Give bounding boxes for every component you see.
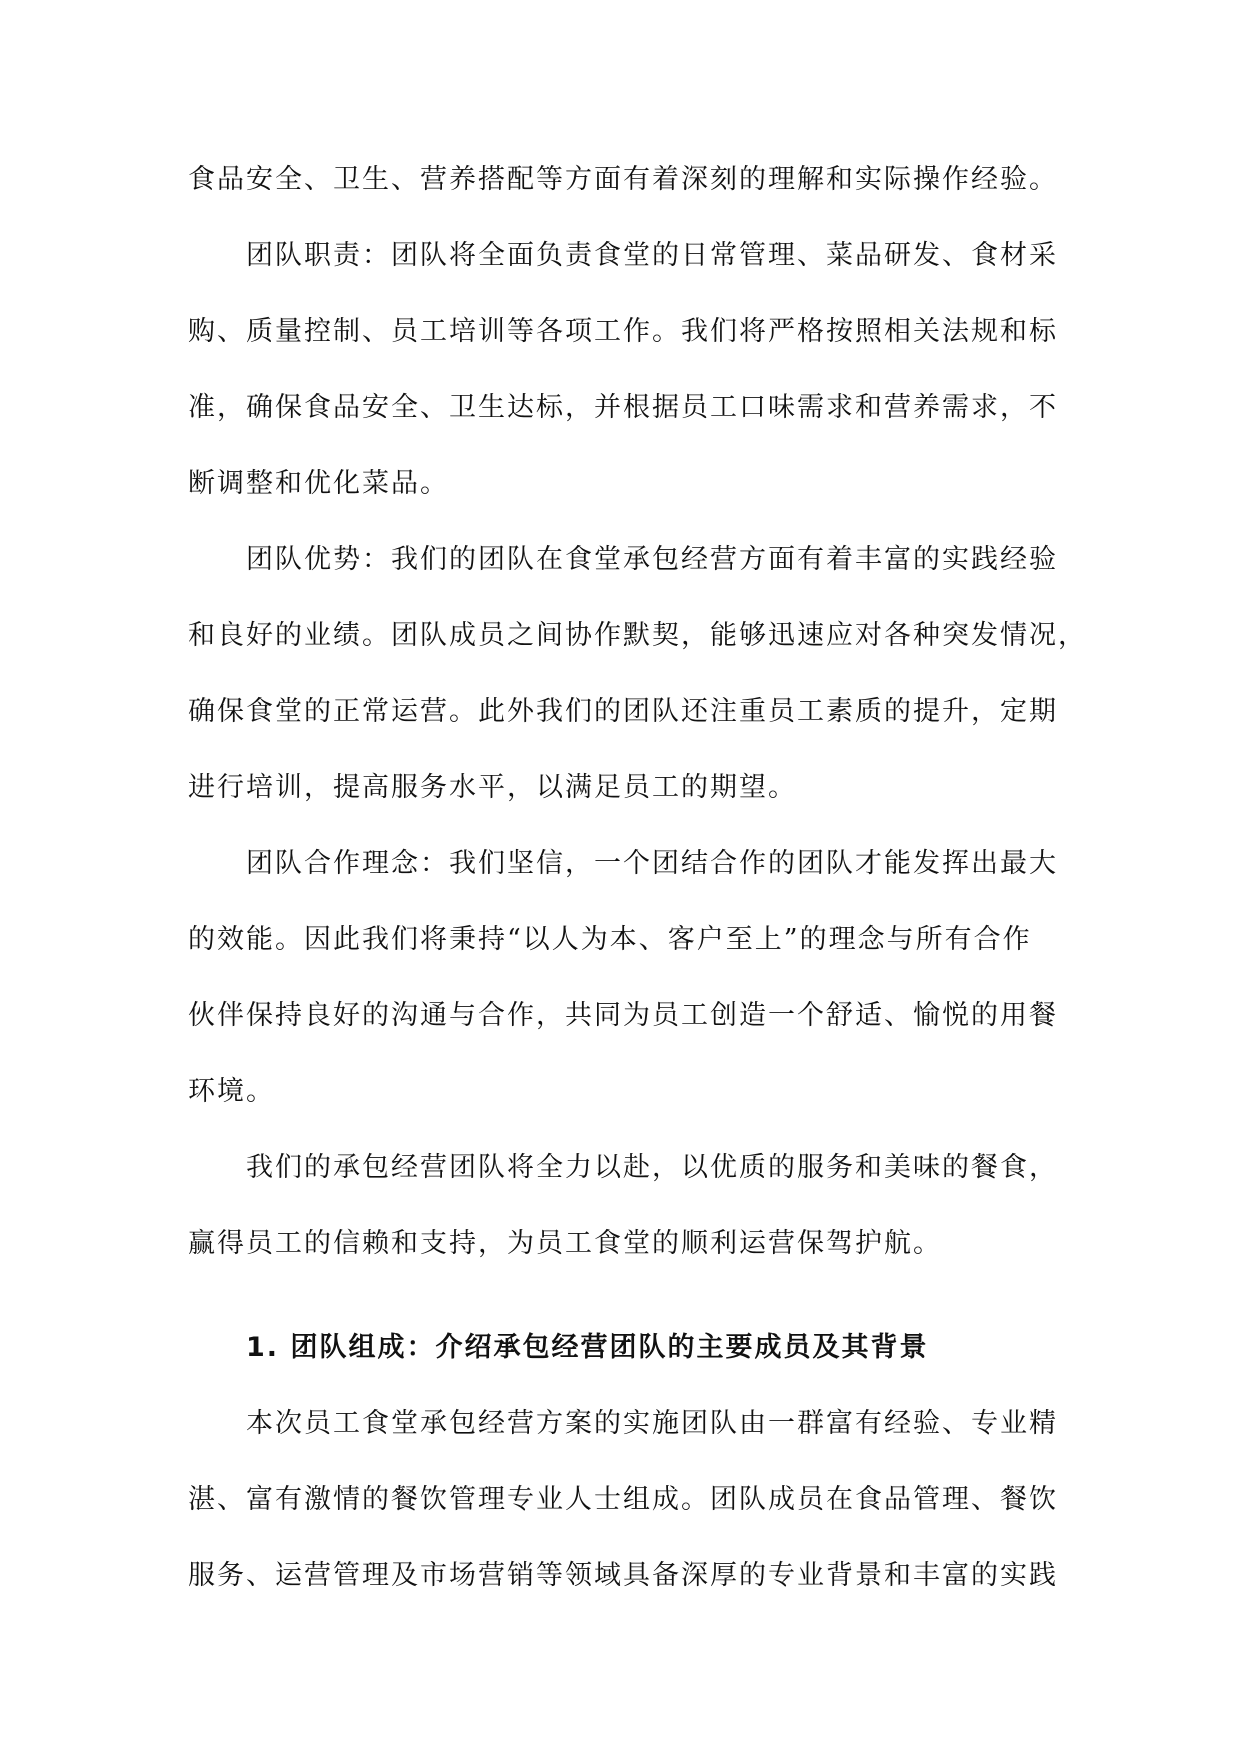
section-paragraph-line-3: 服务、运营管理及市场营销等领域具备深厚的专业背景和丰富的实践 xyxy=(188,1560,1058,1591)
section-paragraph-line-2: 湛、富有激情的餐饮管理专业人士组成。团队成员在食品管理、餐饮 xyxy=(188,1484,1058,1515)
paragraph-team-advantages-line-4: 进行培训，提高服务水平，以满足员工的期望。 xyxy=(188,772,797,803)
paragraph-team-advantages-line-3: 确保食堂的正常运营。此外我们的团队还注重员工素质的提升，定期 xyxy=(188,696,1058,727)
paragraph-conclusion-line-2: 赢得员工的信赖和支持，为员工食堂的顺利运营保驾护航。 xyxy=(188,1228,942,1259)
paragraph-team-duties-line-1: 团队职责：团队将全面负责食堂的日常管理、菜品研发、食材采 xyxy=(246,240,1058,271)
paragraph-team-philosophy-line-3: 伙伴保持良好的沟通与合作，共同为员工创造一个舒适、愉悦的用餐 xyxy=(188,1000,1058,1031)
paragraph-conclusion-line-1: 我们的承包经营团队将全力以赴，以优质的服务和美味的餐食， xyxy=(246,1152,1058,1183)
document-body xyxy=(188,142,1087,1614)
paragraph-team-duties-line-2: 购、质量控制、员工培训等各项工作。我们将严格按照相关法规和标 xyxy=(188,316,1058,347)
paragraph-team-philosophy-line-2: 的效能。因此我们将秉持“以人为本、客户至上”的理念与所有合作 xyxy=(188,924,1032,955)
paragraph-continuation-line: 食品安全、卫生、营养搭配等方面有着深刻的理解和实际操作经验。 xyxy=(188,164,1058,195)
paragraph-team-philosophy-line-1: 团队合作理念：我们坚信，一个团结合作的团队才能发挥出最大 xyxy=(246,848,1058,879)
paragraph-team-philosophy-line-4: 环境。 xyxy=(188,1076,275,1107)
paragraph-team-duties-line-3: 准，确保食品安全、卫生达标，并根据员工口味需求和营养需求，不 xyxy=(188,392,1058,423)
section-paragraph-line-1: 本次员工食堂承包经营方案的实施团队由一群富有经验、专业精 xyxy=(246,1408,1058,1439)
paragraph-team-advantages-line-1: 团队优势：我们的团队在食堂承包经营方面有着丰富的实践经验 xyxy=(246,544,1058,575)
paragraph-team-duties-line-4: 断调整和优化菜品。 xyxy=(188,468,449,499)
section-spacer xyxy=(188,1282,1063,1310)
paragraph-team-advantages-line-2: 和良好的业绩。团队成员之间协作默契，能够迅速应对各种突发情况， xyxy=(188,620,1087,651)
section-heading: 1. 团队组成：介绍承包经营团队的主要成员及其背景 xyxy=(246,1332,929,1363)
